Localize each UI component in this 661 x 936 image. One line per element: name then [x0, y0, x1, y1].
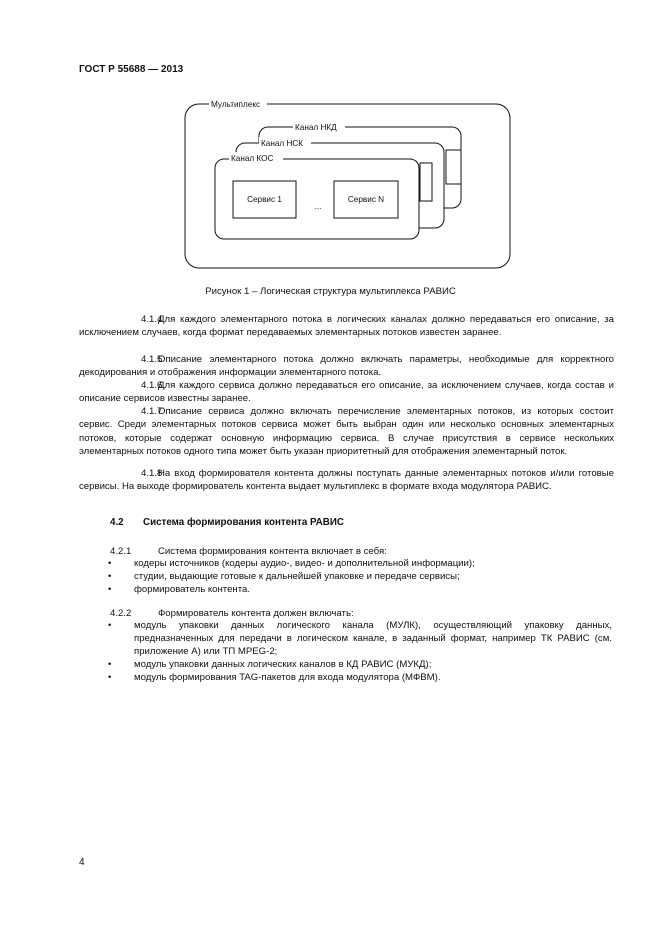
list-item: • модуль формирования TAG-пакетов для входа модулятора (МФВМ). [108, 671, 441, 683]
paragraph-number: 4.1.6 [141, 380, 163, 391]
paragraph-number: 4.1.4 [141, 314, 163, 325]
subsection-intro-text: Формирователь контента должен включать: [158, 608, 354, 619]
subsection-4-2-1-intro [110, 545, 387, 558]
multiplex-label: Мультиплекс [211, 100, 261, 109]
section-number: 4.2 [110, 517, 124, 528]
channel-nkd-label: Канал НКД [295, 123, 337, 132]
list-item: • модуль упаковки данных логического канала (МУЛК), осуществляющий упаковку данных, предназначенных для передачи в логическом канале, в заданный формат, например ТК РАВИС (см. приложение А) или ТП MPEG-2; [108, 620, 612, 657]
paragraph-4-1-4 [79, 313, 614, 340]
subsection-intro-text: Система формирования контента включает в себя: [158, 546, 387, 557]
list-4-2-1 [108, 558, 612, 597]
paragraph-number: 4.1.8 [141, 468, 163, 479]
bullet: • [108, 558, 112, 569]
paragraph-text: Для каждого элементарного потока в логических каналах должно передаваться его описание, за исключением случаев, когда формат передаваемых элементарных потоков известен заранее. [79, 314, 614, 339]
paragraph-4-1-5 [79, 353, 614, 380]
bullet: • [108, 671, 112, 683]
bullet: • [108, 620, 112, 631]
list-item: • формирователь контента. [108, 583, 251, 595]
list-item: • кодеры источников (кодеры аудио-, видео- и дополнительной информации); [108, 558, 475, 569]
subsection-4-2-2-intro [110, 607, 354, 620]
paragraph-4-1-7 [79, 405, 614, 458]
figure-caption: Рисунок 1 – Логическая структура мультиплекса РАВИС [205, 286, 456, 297]
paragraph-number: 4.1.7 [141, 406, 163, 417]
subsection-number: 4.2.1 [110, 546, 132, 557]
channel-nsk-label: Канал НСК [261, 139, 304, 148]
section-title: Система формирования контента РАВИС [143, 517, 344, 528]
service-1-label: Сервис 1 [247, 195, 282, 204]
list-item: • студии, выдающие готовые к дальнейшей упаковке и передаче сервисы; [108, 570, 460, 582]
paragraph-text: Описание сервиса должно включать перечисление элементарных потоков, из которых состоит сервис. Среди элементарных потоков сервиса может быть выбран один или несколько основных элементарных потоков, которые содержат основную информацию сервиса. В случае присутствия в сервисе нескольких элементарных потоков одного типа может быть указан приоритетный для отображения элементарный поток. [79, 406, 614, 457]
paragraph-number: 4.1.5 [141, 354, 163, 365]
ellipsis: ... [314, 202, 322, 211]
document-header: ГОСТ Р 55688 — 2013 [79, 64, 184, 75]
channel-kos-label: Канал КОС [231, 154, 274, 163]
service-n-label: Сервис N [347, 195, 385, 204]
list-4-2-2 [108, 620, 612, 685]
paragraph-4-1-8 [79, 467, 614, 494]
paragraph-text: Для каждого сервиса должно передаваться его описание, за исключением случаев, когда состав и описание сервисов известны заранее. [79, 380, 614, 405]
list-item: • модуль упаковки данных логических каналов в КД РАВИС (МУКД); [108, 658, 432, 670]
bullet: • [108, 658, 112, 670]
bullet: • [108, 570, 112, 582]
paragraph-4-1-6 [79, 379, 614, 406]
subsection-number: 4.2.2 [110, 608, 132, 619]
channel-nsk-stub [420, 163, 432, 201]
bullet: • [108, 583, 112, 595]
channel-nkd-stub [446, 150, 461, 184]
multiplex-structure-diagram [0, 0, 661, 300]
paragraph-text: На вход формирователя контента должны поступать данные элементарных потоков и/или готовые сервисы. На выходе формирователь контента выдает мультиплекс в формате входа модулятора РАВИС. [79, 468, 614, 493]
paragraph-text: Описание элементарного потока должно включать параметры, необходимые для корректного декодирования и отображения информации элементарного потока. [79, 354, 614, 379]
section-heading [110, 517, 344, 528]
page-number: 4 [79, 857, 85, 868]
